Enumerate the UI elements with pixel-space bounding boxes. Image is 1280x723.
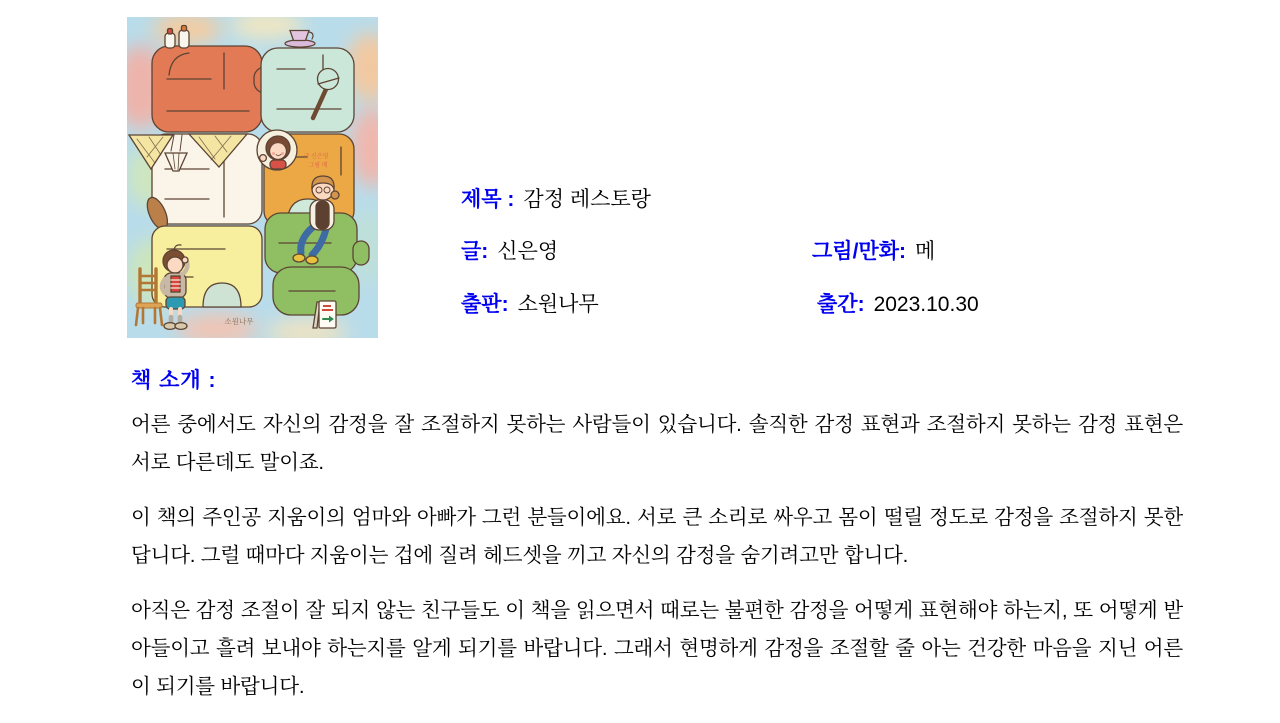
author-label: 글: — [461, 240, 489, 263]
author-row — [461, 235, 558, 265]
publisher-label: 출판: — [461, 293, 509, 316]
title-row — [461, 183, 651, 213]
cover-credit-author: 글 신은영 — [303, 154, 329, 160]
release-date-row — [817, 288, 979, 318]
title-value: 감정 레스토랑 — [523, 188, 651, 211]
cover-credit-illustrator: 그림 메 — [308, 163, 328, 169]
release-date-label: 출간: — [817, 293, 865, 316]
release-date-value: 2023.10.30 — [873, 293, 979, 316]
author-value: 신은영 — [497, 240, 559, 263]
sign-board-icon — [313, 301, 336, 328]
illustrator-value: 메 — [914, 240, 936, 263]
illustrator-row — [812, 235, 935, 265]
intro-paragraph-2: 이 책의 주인공 지움이의 엄마와 아빠가 그런 분들이에요. 서로 큰 소리로 싸우고 몸이 떨릴 정도로 감정을 조절하지 못한답니다. 그럴 때마다 지움이는 겁에 질려 헤드셋을 끼고 자신의 감정을 숨기려고만 합니다. — [131, 506, 1183, 567]
publisher-row — [461, 288, 599, 318]
book-cover-art — [127, 17, 378, 338]
intro-paragraph-3: 아직은 감정 조절이 잘 되지 않는 친구들도 이 책을 읽으면서 때로는 불편한 감정을 어떻게 표현해야 하는지, 또 어떻게 받아들이고 흘려 보내야 하는지를 알게 되기를 바랍니다. 그래서 현명하게 감정을 조절할 줄 아는 건강한 마음을 지닌 어른이 되기를 바랍니다. — [131, 599, 1183, 698]
letter-block-gam — [152, 46, 276, 132]
book-cover — [127, 17, 378, 338]
intro-body — [131, 406, 1183, 723]
title-label: 제목 : — [461, 188, 515, 211]
letter-block-jeong — [261, 48, 354, 132]
peeking-girl-character — [257, 130, 297, 170]
publisher-value: 소원나무 — [517, 293, 599, 316]
intro-paragraph-1: 어른 중에서도 자신의 감정을 잘 조절하지 못하는 사람들이 있습니다. 솔직한 감정 표현과 조절하지 못하는 감정 표현은 서로 다른데도 말이죠. — [131, 413, 1183, 474]
intro-heading: 책 소개 : — [131, 369, 217, 392]
illustrator-label: 그림/만화: — [812, 240, 906, 263]
cover-publisher-logo: 소원나무 — [224, 317, 254, 326]
